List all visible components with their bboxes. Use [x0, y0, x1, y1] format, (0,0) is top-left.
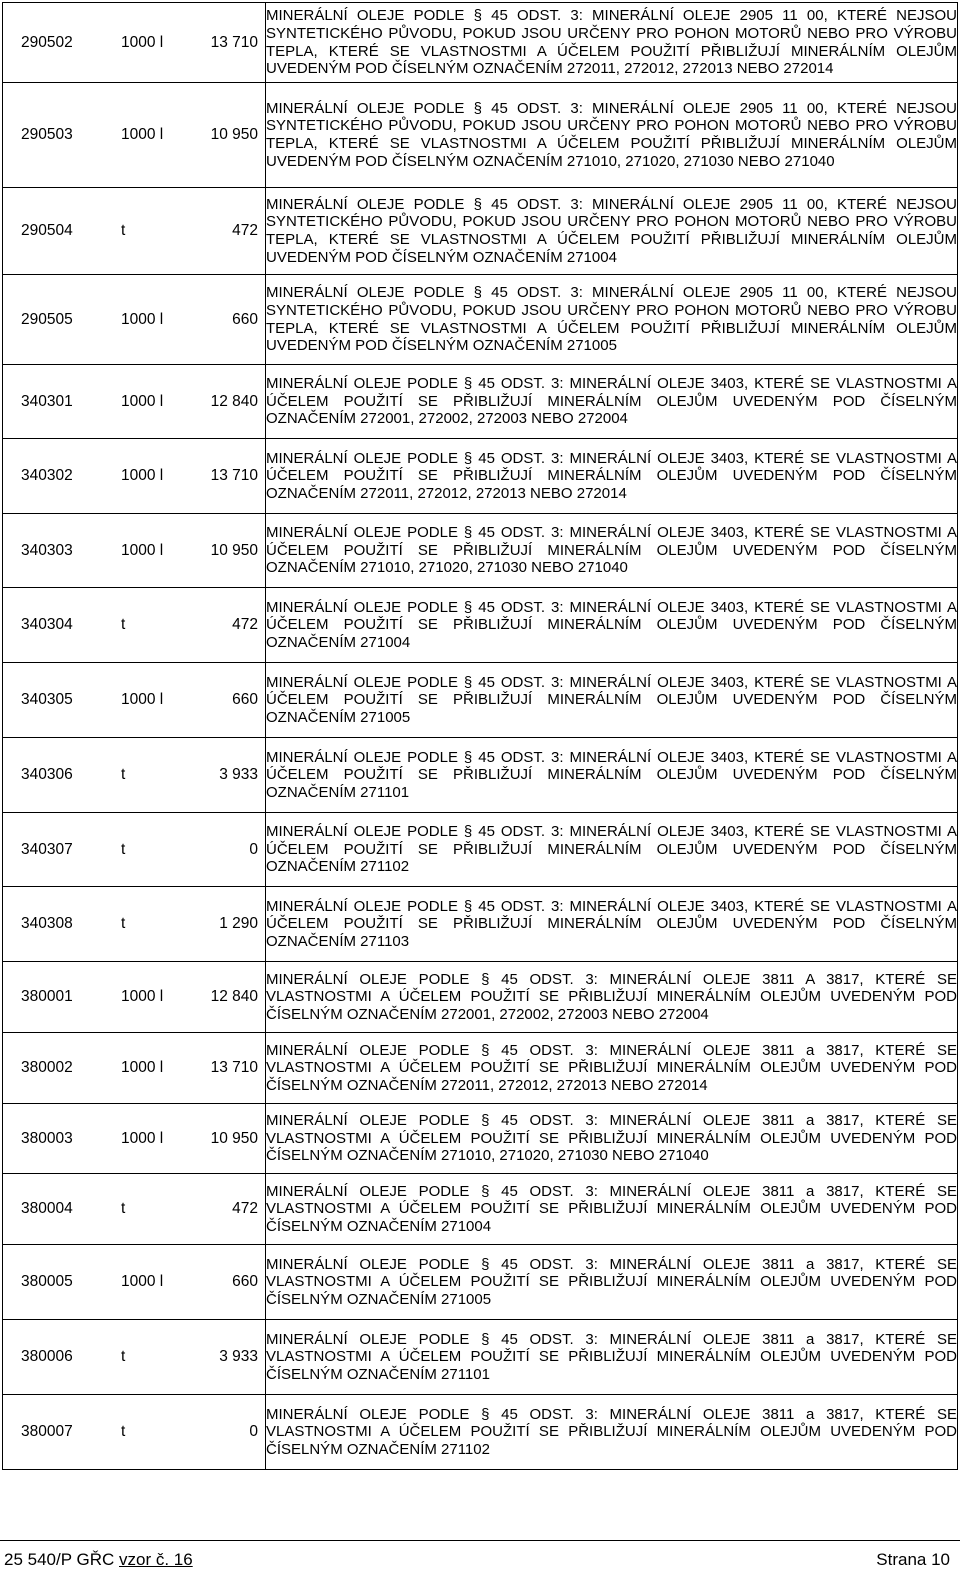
item-unit: t: [121, 616, 126, 633]
table-row: [3, 1395, 958, 1470]
item-quantity: 660: [232, 691, 258, 708]
item-description: MINERÁLNÍ OLEJE PODLE § 45 ODST. 3: MINERÁLNÍ OLEJE 3811 a 3817, KTERÉ SE VLASTNOSTMI A ÚČELEM POUŽITÍ SE PŘIBLIŽUJÍ MINERÁLNÍM OLEJŮM UVEDENÝM POD ČÍSELNÝM OZNAČENÍM 271102: [266, 1395, 958, 1470]
item-unit: 1000 l: [121, 1129, 164, 1147]
item-code: 380004: [21, 1200, 73, 1217]
item-quantity: 660: [232, 310, 258, 328]
code-cell: [3, 962, 266, 1033]
item-description: MINERÁLNÍ OLEJE PODLE § 45 ODST. 3: MINERÁLNÍ OLEJE 3403, KTERÉ SE VLASTNOSTMI A ÚČELEM POUŽITÍ SE PŘIBLIŽUJÍ MINERÁLNÍM OLEJŮM UVEDENÝM POD ČÍSELNÝM OZNAČENÍM 272001, 272002, 272003 NEBO 272004: [266, 365, 958, 439]
item-description: MINERÁLNÍ OLEJE PODLE § 45 ODST. 3: MINERÁLNÍ OLEJE 2905 11 00, KTERÉ NEJSOU SYNTETICKÉHO PŮVODU, POKUD JSOU URČENY PRO POHON MOTORŮ NEBO PRO VÝROBU TEPLA, KTERÉ SE VLASTNOSTMI A ÚČELEM POUŽITÍ PŘIBLIŽUJÍ MINERÁLNÍM OLEJŮM UVEDENÝM POD ČÍSELNÝM OZNAČENÍM 271004: [266, 188, 958, 275]
item-description: MINERÁLNÍ OLEJE PODLE § 45 ODST. 3: MINERÁLNÍ OLEJE 3811 a 3817, KTERÉ SE VLASTNOSTMI A ÚČELEM POUŽITÍ SE PŘIBLIŽUJÍ MINERÁLNÍM OLEJŮM UVEDENÝM POD ČÍSELNÝM OZNAČENÍM 271004: [266, 1174, 958, 1245]
oil-code-table: [2, 2, 958, 1470]
item-code: 340307: [21, 840, 73, 858]
code-cell: [3, 439, 266, 514]
item-description: MINERÁLNÍ OLEJE PODLE § 45 ODST. 3: MINERÁLNÍ OLEJE 3403, KTERÉ SE VLASTNOSTMI A ÚČELEM POUŽITÍ SE PŘIBLIŽUJÍ MINERÁLNÍM OLEJŮM UVEDENÝM POD ČÍSELNÝM OZNAČENÍM 271101: [266, 738, 958, 813]
item-code: 340308: [21, 915, 73, 932]
item-description: MINERÁLNÍ OLEJE PODLE § 45 ODST. 3: MINERÁLNÍ OLEJE 3403, KTERÉ SE VLASTNOSTMI A ÚČELEM POUŽITÍ SE PŘIBLIŽUJÍ MINERÁLNÍM OLEJŮM UVEDENÝM POD ČÍSELNÝM OZNAČENÍM 271103: [266, 887, 958, 962]
item-unit: t: [121, 1200, 126, 1217]
item-quantity: 1 290: [219, 915, 258, 932]
code-cell: [3, 813, 266, 887]
item-unit: t: [121, 222, 126, 239]
code-cell: [3, 275, 266, 365]
item-code: 290504: [21, 222, 73, 239]
item-code: 340303: [21, 541, 73, 559]
item-code: 290505: [21, 310, 73, 328]
code-cell: [3, 588, 266, 663]
item-code: 380007: [21, 1423, 73, 1440]
table-row: [3, 1320, 958, 1395]
item-quantity: 472: [232, 616, 258, 633]
item-description: MINERÁLNÍ OLEJE PODLE § 45 ODST. 3: MINERÁLNÍ OLEJE 3403, KTERÉ SE VLASTNOSTMI A ÚČELEM POUŽITÍ SE PŘIBLIŽUJÍ MINERÁLNÍM OLEJŮM UVEDENÝM POD ČÍSELNÝM OZNAČENÍM 271010, 271020, 271030 NEBO 271040: [266, 514, 958, 588]
form-version: vzor č. 16: [119, 1550, 193, 1569]
item-description: MINERÁLNÍ OLEJE PODLE § 45 ODST. 3: MINERÁLNÍ OLEJE 2905 11 00, KTERÉ NEJSOU SYNTETICKÉHO PŮVODU, POKUD JSOU URČENY PRO POHON MOTORŮ NEBO PRO VÝROBU TEPLA, KTERÉ SE VLASTNOSTMI A ÚČELEM POUŽITÍ PŘIBLIŽUJÍ MINERÁLNÍM OLEJŮM UVEDENÝM POD ČÍSELNÝM OZNAČENÍM 271010, 271020, 271030 NEBO 271040: [266, 83, 958, 188]
item-code: 340304: [21, 616, 73, 633]
table-row: [3, 514, 958, 588]
item-description: MINERÁLNÍ OLEJE PODLE § 45 ODST. 3: MINERÁLNÍ OLEJE 3403, KTERÉ SE VLASTNOSTMI A ÚČELEM POUŽITÍ SE PŘIBLIŽUJÍ MINERÁLNÍM OLEJŮM UVEDENÝM POD ČÍSELNÝM OZNAČENÍM 271005: [266, 663, 958, 738]
table-row: [3, 887, 958, 962]
footer-form-id-group: [4, 1550, 193, 1570]
item-quantity: 13 710: [210, 33, 258, 51]
item-unit: 1000 l: [121, 33, 164, 51]
page-number: Strana 10: [876, 1550, 950, 1569]
table-row: [3, 962, 958, 1033]
item-quantity: 3 933: [219, 1348, 258, 1365]
item-unit: t: [121, 840, 126, 858]
code-cell: [3, 83, 266, 188]
table-row: [3, 365, 958, 439]
item-unit: 1000 l: [121, 691, 164, 708]
table-row: [3, 83, 958, 188]
item-quantity: 13 710: [210, 1059, 258, 1076]
item-description: MINERÁLNÍ OLEJE PODLE § 45 ODST. 3: MINERÁLNÍ OLEJE 2905 11 00, KTERÉ NEJSOU SYNTETICKÉHO PŮVODU, POKUD JSOU URČENY PRO POHON MOTORŮ NEBO PRO VÝROBU TEPLA, KTERÉ SE VLASTNOSTMI A ÚČELEM POUŽITÍ PŘIBLIŽUJÍ MINERÁLNÍM OLEJŮM UVEDENÝM POD ČÍSELNÝM OZNAČENÍM 271005: [266, 275, 958, 365]
item-code: 380002: [21, 1059, 73, 1076]
item-code: 340306: [21, 766, 73, 783]
code-cell: [3, 1395, 266, 1470]
code-cell: [3, 1104, 266, 1174]
item-quantity: 0: [249, 1423, 258, 1440]
item-description: MINERÁLNÍ OLEJE PODLE § 45 ODST. 3: MINERÁLNÍ OLEJE 3811 A 3817, KTERÉ SE VLASTNOSTMI A ÚČELEM POUŽITÍ SE PŘIBLIŽUJÍ MINERÁLNÍM OLEJŮM UVEDENÝM POD ČÍSELNÝM OZNAČENÍM 272001, 272002, 272003 NEBO 272004: [266, 962, 958, 1033]
item-description: MINERÁLNÍ OLEJE PODLE § 45 ODST. 3: MINERÁLNÍ OLEJE 3403, KTERÉ SE VLASTNOSTMI A ÚČELEM POUŽITÍ SE PŘIBLIŽUJÍ MINERÁLNÍM OLEJŮM UVEDENÝM POD ČÍSELNÝM OZNAČENÍM 271004: [266, 588, 958, 663]
item-unit: 1000 l: [121, 1273, 164, 1290]
item-unit: t: [121, 766, 126, 783]
table-body: [3, 3, 958, 1470]
table-row: [3, 439, 958, 514]
item-quantity: 10 950: [210, 541, 258, 559]
item-code: 380003: [21, 1129, 73, 1147]
item-quantity: 12 840: [210, 392, 258, 410]
item-description: MINERÁLNÍ OLEJE PODLE § 45 ODST. 3: MINERÁLNÍ OLEJE 3403, KTERÉ SE VLASTNOSTMI A ÚČELEM POUŽITÍ SE PŘIBLIŽUJÍ MINERÁLNÍM OLEJŮM UVEDENÝM POD ČÍSELNÝM OZNAČENÍM 271102: [266, 813, 958, 887]
table-row: [3, 813, 958, 887]
table-row: [3, 1245, 958, 1320]
code-cell: [3, 1320, 266, 1395]
code-cell: [3, 738, 266, 813]
table-row: [3, 588, 958, 663]
code-cell: [3, 1245, 266, 1320]
item-unit: t: [121, 1423, 126, 1440]
code-cell: [3, 1174, 266, 1245]
item-quantity: 10 950: [210, 1129, 258, 1147]
table-row: [3, 188, 958, 275]
item-quantity: 10 950: [210, 126, 258, 143]
item-quantity: 0: [249, 840, 258, 858]
form-id: 25 540/P GŘC: [4, 1550, 115, 1569]
item-quantity: 472: [232, 222, 258, 239]
code-cell: [3, 663, 266, 738]
table-row: [3, 738, 958, 813]
item-description: MINERÁLNÍ OLEJE PODLE § 45 ODST. 3: MINERÁLNÍ OLEJE 3811 a 3817, KTERÉ SE VLASTNOSTMI A ÚČELEM POUŽITÍ SE PŘIBLIŽUJÍ MINERÁLNÍM OLEJŮM UVEDENÝM POD ČÍSELNÝM OZNAČENÍM 271005: [266, 1245, 958, 1320]
code-cell: [3, 365, 266, 439]
code-cell: [3, 3, 266, 83]
table-row: [3, 3, 958, 83]
item-description: MINERÁLNÍ OLEJE PODLE § 45 ODST. 3: MINERÁLNÍ OLEJE 3403, KTERÉ SE VLASTNOSTMI A ÚČELEM POUŽITÍ SE PŘIBLIŽUJÍ MINERÁLNÍM OLEJŮM UVEDENÝM POD ČÍSELNÝM OZNAČENÍM 272011, 272012, 272013 NEBO 272014: [266, 439, 958, 514]
code-cell: [3, 514, 266, 588]
item-description: MINERÁLNÍ OLEJE PODLE § 45 ODST. 3: MINERÁLNÍ OLEJE 3811 a 3817, KTERÉ SE VLASTNOSTMI A ÚČELEM POUŽITÍ SE PŘIBLIŽUJÍ MINERÁLNÍM OLEJŮM UVEDENÝM POD ČÍSELNÝM OZNAČENÍM 271010, 271020, 271030 NEBO 271040: [266, 1104, 958, 1174]
item-unit: 1000 l: [121, 126, 164, 143]
item-code: 340305: [21, 691, 73, 708]
item-description: MINERÁLNÍ OLEJE PODLE § 45 ODST. 3: MINERÁLNÍ OLEJE 2905 11 00, KTERÉ NEJSOU SYNTETICKÉHO PŮVODU, POKUD JSOU URČENY PRO POHON MOTORŮ NEBO PRO VÝROBU TEPLA, KTERÉ SE VLASTNOSTMI A ÚČELEM POUŽITÍ PŘIBLIŽUJÍ MINERÁLNÍM OLEJŮM UVEDENÝM POD ČÍSELNÝM OZNAČENÍM 272011, 272012, 272013 NEBO 272014: [266, 3, 958, 83]
item-quantity: 472: [232, 1200, 258, 1217]
item-code: 380006: [21, 1348, 73, 1365]
item-unit: t: [121, 1348, 126, 1365]
table-row: [3, 663, 958, 738]
item-code: 380005: [21, 1273, 73, 1290]
item-code: 340301: [21, 392, 73, 410]
item-unit: t: [121, 915, 126, 932]
item-quantity: 3 933: [219, 766, 258, 783]
item-unit: 1000 l: [121, 392, 164, 410]
table-row: [3, 1104, 958, 1174]
item-code: 380001: [21, 988, 73, 1005]
item-unit: 1000 l: [121, 467, 164, 484]
code-cell: [3, 887, 266, 962]
table-row: [3, 275, 958, 365]
code-cell: [3, 1033, 266, 1104]
item-code: 290502: [21, 33, 73, 51]
item-unit: 1000 l: [121, 541, 164, 559]
table-row: [3, 1033, 958, 1104]
item-description: MINERÁLNÍ OLEJE PODLE § 45 ODST. 3: MINERÁLNÍ OLEJE 3811 a 3817, KTERÉ SE VLASTNOSTMI A ÚČELEM POUŽITÍ SE PŘIBLIŽUJÍ MINERÁLNÍM OLEJŮM UVEDENÝM POD ČÍSELNÝM OZNAČENÍM 271101: [266, 1320, 958, 1395]
item-unit: 1000 l: [121, 310, 164, 328]
item-quantity: 12 840: [210, 988, 258, 1005]
item-code: 290503: [21, 126, 73, 143]
table-row: [3, 1174, 958, 1245]
item-description: MINERÁLNÍ OLEJE PODLE § 45 ODST. 3: MINERÁLNÍ OLEJE 3811 a 3817, KTERÉ SE VLASTNOSTMI A ÚČELEM POUŽITÍ SE PŘIBLIŽUJÍ MINERÁLNÍM OLEJŮM UVEDENÝM POD ČÍSELNÝM OZNAČENÍM 272011, 272012, 272013 NEBO 272014: [266, 1033, 958, 1104]
page-footer: [0, 1540, 960, 1569]
item-quantity: 660: [232, 1273, 258, 1290]
item-unit: 1000 l: [121, 988, 164, 1005]
item-quantity: 13 710: [210, 467, 258, 484]
item-code: 340302: [21, 467, 73, 484]
item-unit: 1000 l: [121, 1059, 164, 1076]
code-cell: [3, 188, 266, 275]
